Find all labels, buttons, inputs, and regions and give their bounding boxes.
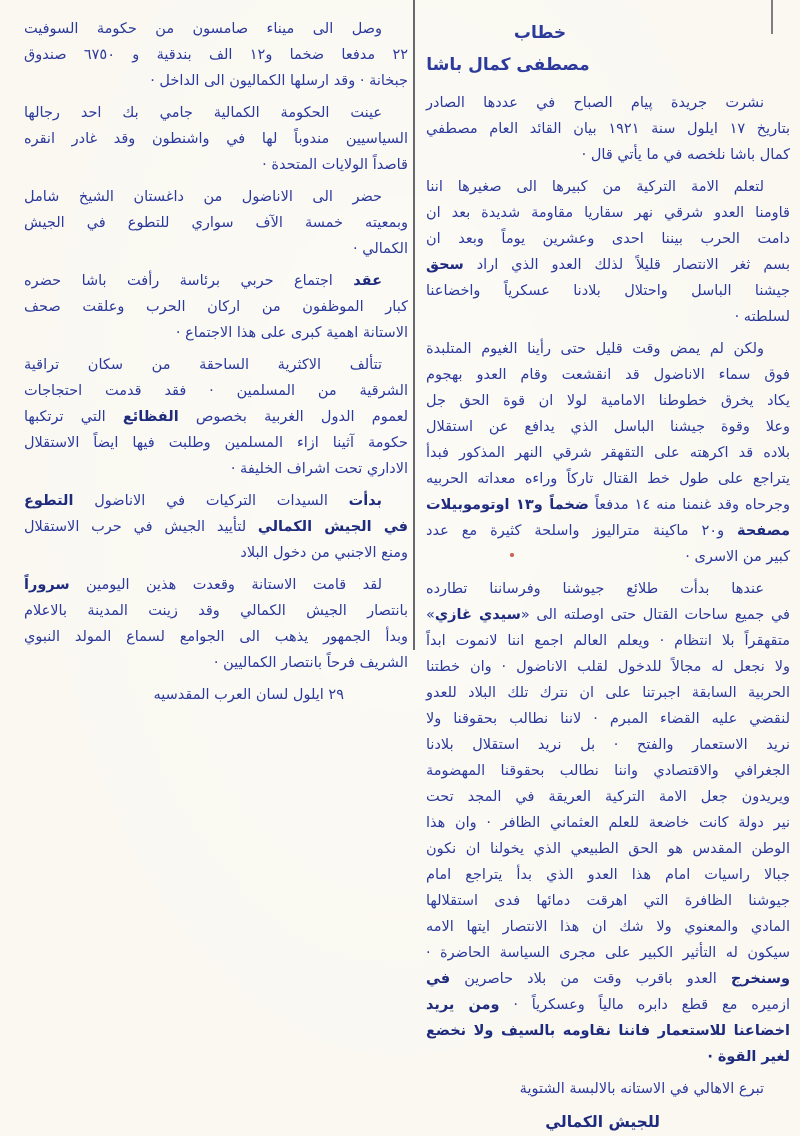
text-line: المادي والمعنوي ولا شك ان هذا الانتصار ايتها الامه: [426, 919, 790, 935]
text-line: فوق سماء الاناضول قد انقشعت وقام العدو بهجوم: [426, 367, 790, 383]
text-line: الاداري تحت اشراف الخليفة ·: [230, 461, 408, 477]
text-line: بلاده قد اكرهته على التقهقر شرقي النهر المذكور فبدأ: [426, 445, 790, 461]
text-line: لتعلم الامة التركية من كبيرها الى صغيرها اننا: [426, 179, 764, 195]
text-line: حضر الى الاناضول من داغستان الشيخ شامل: [24, 189, 382, 205]
article-title: خطاب: [513, 23, 567, 43]
text-line: لقد قامت الاستانة وقعدت هذين اليومين سروراً: [24, 577, 382, 593]
text-line: نريد الاستعمار والفتح · بل نريد استقلال بلادنا: [426, 737, 790, 753]
right-text-column: [426, 10, 790, 1136]
text-line: بسم ثغر الانتصار قليلاً لذلك العدو الذي اراد سحق: [426, 257, 790, 273]
text-line: جيشنا الباسل واحتلال بلادنا عسكرياً واخضاعنا: [426, 283, 790, 299]
column-divider-rule: [413, 0, 415, 650]
text-line: سيكون له التأثير الكبير على مجرى السياسة الحاضرة ·: [426, 945, 790, 961]
text-line: ولا نجعل له مجالاً للدخول لقلب الاناضول · وان خطتنا: [426, 659, 790, 675]
paragraph: [24, 100, 408, 178]
paragraph: [24, 682, 408, 708]
text-line: الحربية السابقة اجبرتنا على ان نترك تلك البلاد للعدو: [426, 685, 790, 701]
text-line: الكمالي ·: [353, 241, 408, 257]
text-line: الوطن المقدس هو الحق الطبيعي الذي يخولنا ان نكون: [426, 841, 790, 857]
text-line: ولكن لم يمض وقت قليل حتى رأينا الغيوم المتلبدة: [426, 341, 764, 357]
text-line: السياسيين مندوباً لها في واشنطون وقد غادر انقره: [24, 131, 408, 147]
text-line: الاستانة اهمية كبرى على هذا الاجتماع ·: [175, 325, 408, 341]
article-body: [426, 90, 790, 1102]
text-line: جبالا راسيات امام هذا العدو الذي بدأ يتراجع امام: [426, 867, 790, 883]
text-line: لغير القوة ·: [707, 1049, 790, 1065]
text-line: وبدأ الجمهور يذهب الى الجوامع لسماع المولد النبوي: [24, 629, 408, 645]
text-line: جبخانة · وقد ارسلها الكماليون الى الداخل ·: [150, 73, 408, 89]
paragraph: [426, 576, 790, 1070]
scan-edge-artifact: [771, 0, 773, 34]
paragraph: [24, 488, 408, 566]
text-line: عينت الحكومة الكمالية جامي بك احد رجالها: [24, 105, 382, 121]
text-line: عندها بدأت طلائع جيوشنا وفرساننا تطارده: [426, 581, 764, 597]
text-line: بانتصار الجيش الكمالي وقد زينت المدينة بالاعلام: [24, 603, 408, 619]
text-line: ويريدون جعل الامة التركية العريقة في المجد تحت: [426, 789, 790, 805]
text-line: نشرت جريدة پيام الصباح في عددها الصادر: [426, 95, 764, 111]
text-line: بتاريخ ١٧ ايلول سنة ١٩٢١ بيان القائد العام مصطفي: [426, 121, 790, 137]
text-line: في جميع ساحات القتال حتى اوصلته الى «سيدي غازي»: [426, 607, 790, 623]
text-line: الجغرافي والاقتصادي واننا نطالب بحقوقنا المهضومة: [426, 763, 790, 779]
paragraph: [24, 572, 408, 676]
text-line: وبمعيته خمسة الآف سواري للتطوع في الجيش: [24, 215, 408, 231]
text-line: الشرقية من المسلمين · فقد قدمت احتجاجات: [24, 383, 408, 399]
text-line: لنقضي عليه القضاء المبرم · لاننا نطالب بحقوقنا ولا: [426, 711, 790, 727]
text-line: ٢٢ مدفعا ضخما و١٢ الف بندقية و ٦٧٥٠ صندوق: [24, 47, 409, 63]
paragraph: [24, 352, 408, 482]
text-line: اخضاعنا للاستعمار فاننا نقاومه بالسيف ولا نخضع: [426, 1023, 790, 1039]
text-line: كبير من الاسرى ·: [685, 549, 790, 565]
text-line: تبرع الاهالي في الاستانه بالالبسة الشتوية: [519, 1081, 764, 1097]
paragraph: [426, 336, 790, 570]
paragraph: [426, 1076, 790, 1102]
text-line: دامت الحرب بيننا احدى وعشرين يوماً وبعد ان: [426, 231, 790, 247]
text-line: حكومة آثينا ازاء المسلمين وطلبت فيها ايضاً الاستقلال: [24, 435, 408, 451]
text-line: ازميره مع قطع دابره مالياً وعسكرياً · ومن يريد: [426, 997, 790, 1013]
text-line: كمال باشا نلخصه في ما يأتي قال ·: [581, 147, 790, 163]
text-line: يكاد يخرق خطوطنا الامامية لولا ان قوة الحق جل: [426, 393, 790, 409]
text-line: الشريف فرحاً بانتصار الكماليين ·: [213, 655, 408, 671]
signature-line: للجيش الكمالي: [545, 1113, 660, 1131]
text-line: بدأت السيدات التركيات في الاناضول التطوع: [24, 493, 382, 509]
text-line: وجرحاه وقد غنمنا منه ١٤ مدفعاً ضخماً و١٣ اوتوموبيلات: [426, 497, 790, 513]
text-line: نير دولة كانت خاضعة للعلم العثماني الظافر · وان هذا: [426, 815, 790, 831]
text-line: وعلا وقوة جيشنا الباسل الذي يدافع عن استقلال: [426, 419, 790, 435]
text-line: لعموم الدول الغربية بخصوص الفظائع التي ترتكبها: [24, 409, 408, 425]
paragraph: [426, 174, 790, 330]
text-line: جيوشنا الظافرة التي اهرقت دمائها فدى استقلالها: [426, 893, 790, 909]
paragraph: [24, 268, 408, 346]
text-line: مصفحة و٢٠ ماكينة متراليوز واسلحة كثيرة مع عدد: [426, 523, 790, 539]
text-line: لسلطته ·: [734, 309, 790, 325]
text-line: متقهقراً بلا انتظام · ويعلم العالم اجمع اننا لانموت ابداً: [426, 633, 790, 649]
article-subtitle: مصطفى كمال باشا: [426, 55, 590, 75]
paragraph: [24, 184, 408, 262]
text-line: ٢٩ ايلول لسان العرب المقدسيه: [153, 687, 344, 703]
left-text-column: [24, 16, 408, 714]
text-line: وسنخرج العدو باقرب وقت من بلاد حاصرين في: [426, 971, 790, 987]
text-line: كبار الموظفون من اركان الحرب وعلقت صحف: [24, 299, 408, 315]
text-line: يتراجع على طول خط القتال تاركاً وراءه معداته الحربيه: [426, 471, 790, 487]
text-line: قاومنا العدو شرقي نهر سقاريا مقاومة شديدة بعد ان: [426, 205, 790, 221]
text-line: تتألف الاكثرية الساحقة من سكان تراقية: [24, 357, 382, 373]
text-line: ومنع الاجنبي من دخول البلاد: [240, 545, 408, 561]
red-ink-dot: [510, 553, 514, 557]
text-line: عقد اجتماع حربي برئاسة رأفت باشا حضره: [24, 273, 382, 289]
text-line: وصل الى ميناء صامسون من حكومة السوفيت: [24, 21, 382, 37]
text-line: في الجيش الكمالي لتأييد الجيش في حرب الاستقلال: [24, 519, 408, 535]
text-line: قاصداً الولايات المتحدة ·: [262, 157, 408, 173]
paragraph: [426, 90, 790, 168]
